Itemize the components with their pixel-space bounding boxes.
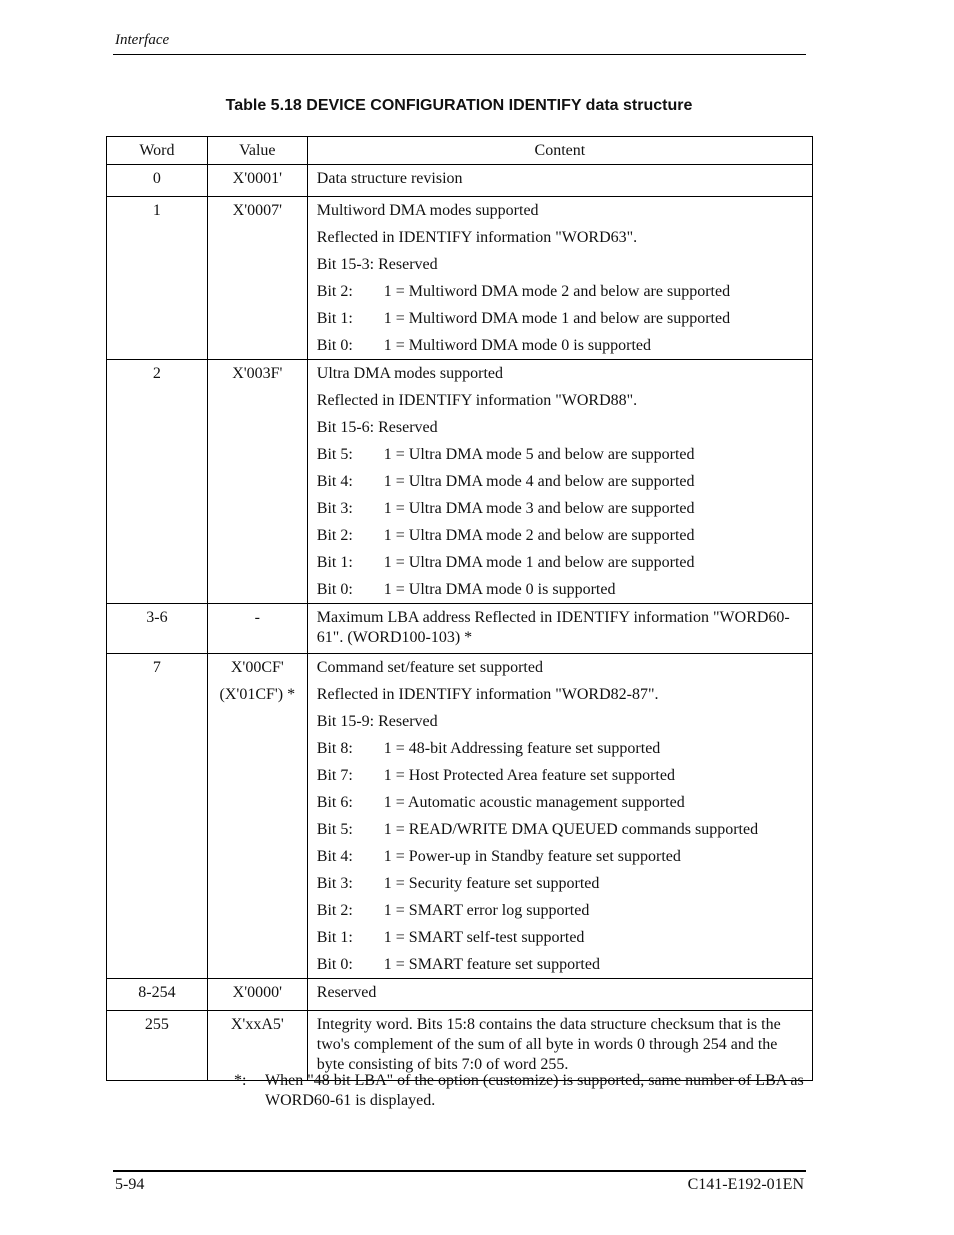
bit-line (317, 309, 804, 336)
line-text: Reflected in IDENTIFY information "WORD63". (316, 229, 638, 246)
line-text: 1 = Ultra DMA mode 3 and below are supported (383, 500, 695, 517)
bit-label: Bit 5: (316, 821, 353, 838)
bit-line (317, 282, 804, 309)
word-cell: 1 (107, 197, 208, 360)
line-text: Reserved (316, 984, 377, 1001)
line-text: 1 = Ultra DMA mode 4 and below are supported (383, 473, 695, 490)
column-header-word: Word (107, 137, 208, 165)
value-cell (207, 165, 307, 197)
footnote-mark: *: (234, 1072, 247, 1089)
content-line (317, 169, 804, 190)
bit-label: Bit 2: (316, 902, 353, 919)
value-text: - (254, 609, 260, 626)
content-cell (307, 979, 812, 1011)
bit-label: Bit 6: (316, 794, 353, 811)
footnote-text: When "48 bit LBA" of the option (customize) is supported, same number of LBA as WORD60-61 is displayed. (265, 1072, 804, 1109)
content-line (317, 712, 804, 739)
bit-line (317, 793, 804, 820)
line-text: 1 = Multiword DMA mode 1 and below are supported (383, 310, 731, 327)
table-row (107, 604, 813, 654)
bit-line (317, 739, 804, 766)
line-text: 1 = SMART error log supported (383, 902, 590, 919)
word-cell: 3-6 (107, 604, 208, 654)
bit-line (317, 499, 804, 526)
bit-line (317, 445, 804, 472)
bit-label: Bit 7: (316, 767, 353, 784)
line-text: 1 = SMART feature set supported (383, 956, 600, 973)
bit-label: Bit 1: (316, 554, 353, 571)
value-text: X'00CF' (230, 659, 284, 676)
page-number: 5-94 (115, 1176, 145, 1193)
content-line (317, 658, 804, 685)
line-text: 1 = SMART self-test supported (383, 929, 585, 946)
value-cell (207, 197, 307, 360)
line-text: Command set/feature set supported (316, 659, 543, 676)
value-text: (X'01CF') * (219, 686, 296, 703)
value-cell (207, 1011, 307, 1081)
value-text: X'0001' (232, 170, 282, 187)
line-text: 1 = Power-up in Standby feature set supported (383, 848, 681, 865)
bit-line (317, 820, 804, 847)
bit-label: Bit 4: (316, 848, 353, 865)
content-line (317, 228, 804, 255)
bit-line (317, 336, 804, 357)
line-text: Reflected in IDENTIFY information "WORD82-87". (316, 686, 659, 703)
bit-label: Bit 8: (316, 740, 353, 757)
line-text: Multiword DMA modes supported (316, 202, 539, 219)
line-text: 1 = Security feature set supported (383, 875, 600, 892)
document-id: C141-E192-01EN (687, 1176, 804, 1193)
line-text: Ultra DMA modes supported (316, 365, 503, 382)
bit-label: Bit 2: (316, 527, 353, 544)
bit-label: Bit 0: (316, 956, 353, 973)
table-row (107, 165, 813, 197)
bit-line (317, 766, 804, 793)
table-title: Table 5.18 DEVICE CONFIGURATION IDENTIFY data structure (225, 97, 693, 114)
content-line (317, 391, 804, 418)
bit-line (317, 847, 804, 874)
data-structure-table (106, 136, 813, 1081)
bit-label: Bit 1: (316, 310, 353, 327)
line-text: 1 = Ultra DMA mode 1 and below are supported (383, 554, 695, 571)
bit-line (317, 955, 804, 976)
value-text: X'0000' (232, 984, 282, 1001)
value-text: X'0007' (232, 202, 282, 219)
content-line (317, 364, 804, 391)
content-cell (307, 654, 812, 979)
content-line (317, 983, 804, 1004)
word-cell: 0 (107, 165, 208, 197)
line-text: 1 = Multiword DMA mode 0 is supported (383, 337, 652, 354)
table-row (107, 979, 813, 1011)
content-paragraph: Integrity word. Bits 15:8 contains the data structure checksum that is the two's complement of the sum of all byte in words 0 through 254 and the byte consisting of bits 7:0 of word 255. (316, 1016, 781, 1073)
bit-label: Bit 2: (316, 283, 353, 300)
bit-label: Bit 0: (316, 337, 353, 354)
line-text: Bit 15-9: Reserved (316, 713, 438, 730)
content-line (317, 201, 804, 228)
value-text: X'003F' (232, 365, 283, 382)
line-text: 1 = READ/WRITE DMA QUEUED commands supported (383, 821, 759, 838)
column-header-value: Value (207, 137, 307, 165)
table-row (107, 1011, 813, 1081)
word-cell: 255 (107, 1011, 208, 1081)
value-cell (207, 604, 307, 654)
table-body (107, 165, 813, 1081)
table-row (107, 654, 813, 979)
line-text: 1 = Ultra DMA mode 5 and below are supported (383, 446, 695, 463)
line-text: 1 = Host Protected Area feature set supported (383, 767, 675, 784)
bit-label: Bit 3: (316, 875, 353, 892)
word-cell: 2 (107, 360, 208, 604)
value-cell (207, 654, 307, 979)
column-header-content: Content (307, 137, 812, 165)
line-text: 1 = Automatic acoustic management supported (383, 794, 685, 811)
header-rule (113, 54, 806, 55)
bit-label: Bit 4: (316, 473, 353, 490)
table-row (107, 197, 813, 360)
content-line (317, 685, 804, 712)
content-line (317, 255, 804, 282)
content-line (317, 418, 804, 445)
content-cell (307, 1011, 812, 1081)
word-cell: 8-254 (107, 979, 208, 1011)
bit-label: Bit 3: (316, 500, 353, 517)
line-text: 1 = Ultra DMA mode 0 is supported (383, 581, 616, 598)
bit-label: Bit 0: (316, 581, 353, 598)
bit-line (317, 874, 804, 901)
value-cell (207, 360, 307, 604)
content-cell (307, 604, 812, 654)
bit-line (317, 472, 804, 499)
line-text: 1 = Ultra DMA mode 2 and below are supported (383, 527, 695, 544)
table-header-row (107, 137, 813, 165)
word-cell: 7 (107, 654, 208, 979)
bit-line (317, 526, 804, 553)
running-header: Interface (115, 32, 170, 48)
content-cell (307, 360, 812, 604)
line-text: 1 = 48-bit Addressing feature set supported (383, 740, 661, 757)
content-cell (307, 165, 812, 197)
footer-rule (113, 1170, 806, 1172)
bit-line (317, 553, 804, 580)
content-cell (307, 197, 812, 360)
bit-line (317, 928, 804, 955)
bit-label: Bit 1: (316, 929, 353, 946)
value-cell (207, 979, 307, 1011)
line-text: Data structure revision (316, 170, 463, 187)
line-text: Reflected in IDENTIFY information "WORD88". (316, 392, 638, 409)
value-text: X'xxA5' (230, 1016, 284, 1033)
line-text: Bit 15-3: Reserved (316, 256, 438, 273)
content-paragraph: Maximum LBA address Reflected in IDENTIFY information "WORD60-61". (WORD100-103) * (316, 609, 790, 646)
bit-line (317, 580, 804, 601)
bit-label: Bit 5: (316, 446, 353, 463)
line-text: Bit 15-6: Reserved (316, 419, 438, 436)
table-row (107, 360, 813, 604)
footnote (234, 1071, 804, 1111)
bit-line (317, 901, 804, 928)
line-text: 1 = Multiword DMA mode 2 and below are supported (383, 283, 731, 300)
